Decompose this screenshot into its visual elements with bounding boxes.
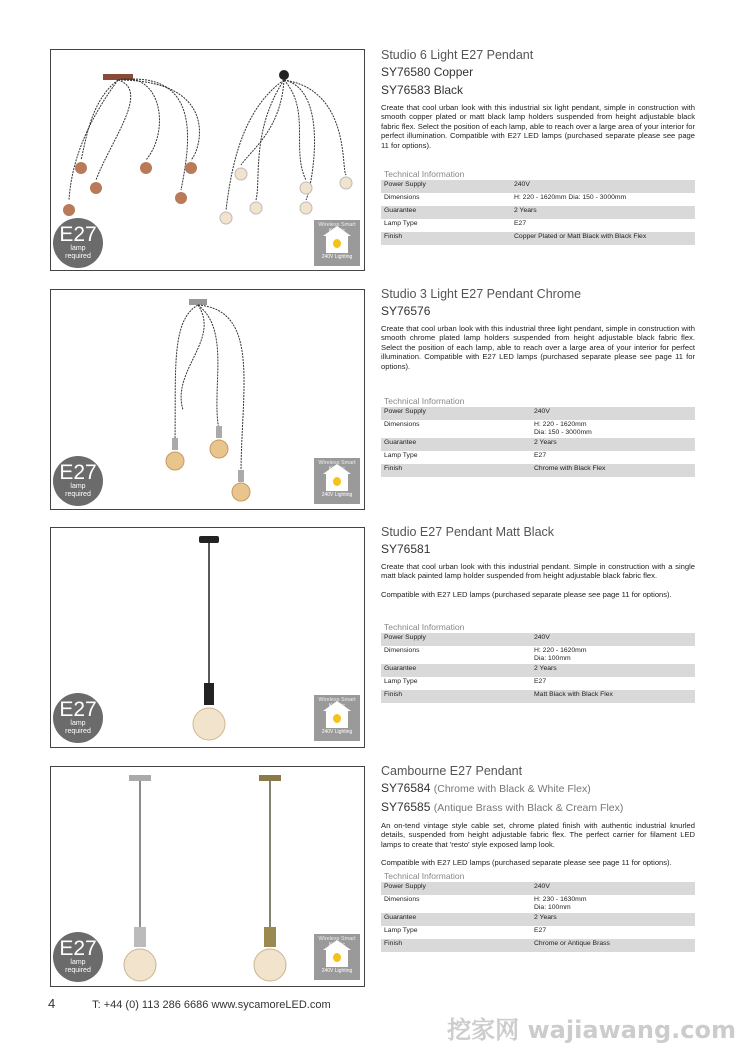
e27-lamp-required-badge: E27 lamp required (53, 218, 103, 268)
table-row: Guarantee 2 Years (381, 913, 695, 926)
table-row: Power Supply 240V (381, 180, 695, 193)
tech-info-table (381, 633, 695, 703)
product-code: SY76585 (Antique Brass with Black & Cream Flex) (381, 800, 624, 814)
table-row: Power Supply 240V (381, 407, 695, 420)
product-description: Create that cool urban look with this industrial six light pendant, simple in construction with smooth copper plated or matt black lamp holders suspended from height adjustable black fabric flex. Select the position of each lamp, able to reach over a large area of your interior for perfect illumination. Compatible with E27 LED lamps (purchased separate please see page 11 for options). (381, 103, 695, 150)
table-row: Dimensions H: 220 - 1620mm Dia: 150 - 3000mm (384, 194, 627, 202)
bulb-icon (333, 714, 341, 723)
table-row: Finish Chrome or Antique Brass (381, 939, 695, 952)
house-icon (326, 710, 348, 728)
table-row: Dimensions H: 220 - 1620mm Dia: 100mm (384, 647, 587, 663)
contact-info: T: +44 (0) 113 286 6686 www.sycamoreLED.com (92, 999, 331, 1011)
table-row: Lamp Type E27 (384, 452, 547, 460)
e27-lamp-required-badge: E27 lamp required (53, 693, 103, 743)
product-code: SY76581 (381, 542, 431, 556)
table-row: Finish Matt Black with Black Flex (381, 690, 695, 703)
table-row: Lamp Type E27 (384, 220, 527, 228)
kinetic-house-badge: Wireless Smart 240V Lighting (314, 458, 360, 504)
table-row: Power Supply 240V (381, 633, 695, 646)
product-photo-1 (50, 49, 365, 271)
bulb-icon (333, 239, 341, 248)
table-row: Dimensions H: 220 - 1620mm Dia: 150 - 3000mm (384, 421, 592, 437)
product-text-4 (381, 763, 695, 952)
tech-info-table (381, 180, 695, 245)
product-code: SY76584 (Chrome with Black & White Flex) (381, 781, 591, 795)
e27-lamp-required-badge: E27 lamp required (53, 932, 103, 982)
kinetic-house-badge: Wireless Smart 240V Lighting (314, 695, 360, 741)
watermark: 挖家网 wajiawang.com (447, 1016, 736, 1044)
e27-lamp-required-badge: E27 lamp required (53, 456, 103, 506)
product-photo-3 (50, 527, 365, 748)
house-icon (326, 473, 348, 491)
tech-info-table (381, 882, 695, 952)
product-title: Cambourne E27 Pendant (381, 764, 523, 778)
house-icon (326, 949, 348, 967)
tech-info-heading: Technical Information (384, 169, 465, 180)
table-row: Power Supply 240V (381, 882, 695, 895)
product-text-1 (381, 47, 695, 245)
product-text-2 (381, 286, 695, 477)
product-code: SY76583 Black (381, 83, 464, 97)
table-row: Guarantee 2 Years (381, 206, 695, 219)
table-row: Finish Copper Plated or Matt Black with Black Flex (381, 232, 695, 245)
product-text-3 (381, 524, 695, 703)
house-icon (326, 235, 348, 253)
tech-info-heading: Technical Information (384, 870, 465, 881)
product-code: SY76580 Copper (381, 65, 474, 79)
page-footer (48, 996, 331, 1011)
table-row: Lamp Type E27 (384, 678, 547, 686)
kinetic-house-badge: Wireless Smart 240V Lighting (314, 220, 360, 266)
product-description: Create that cool urban look with this industrial pendant. Simple in construction with a single matt black painted lamp holder suspended from height adjustable black fabric flex. Compatible with E27 LED lamps (purchased separate please see page 11 for options). (381, 562, 695, 599)
product-title: Studio 6 Light E27 Pendant (381, 48, 534, 62)
product-description: Create that cool urban look with this industrial three light pendant, simple in construction with smooth chrome plated lamp holders suspended from height adjustable black fabric flex. Select the position of each lamp, able to reach over a large area of your interior for perfect illumination. Compatible with E27 LED lamps (purchased separate please see page 11 for options). (381, 324, 695, 371)
kinetic-house-badge: Wireless Smart 240V Lighting (314, 934, 360, 980)
table-row: Guarantee 2 Years (381, 664, 695, 677)
product-photo-2 (50, 289, 365, 510)
bulb-icon (333, 477, 341, 486)
table-row: Guarantee 2 Years (381, 438, 695, 451)
tech-info-heading: Technical Information (384, 622, 465, 633)
tech-info-heading: Technical Information (384, 396, 465, 407)
table-row: Finish Chrome with Black Flex (381, 464, 695, 477)
table-row: Lamp Type E27 (384, 926, 547, 934)
table-row: Dimensions H: 230 - 1630mm Dia: 100mm (384, 895, 587, 911)
product-description: An on-tend vintage style cable set, chrome plated finish with authentic industrial knurled details, suspended from height adjustable fabric flex. The perfect carrier for filament LED lamps to create that 'resto' style exposed lamp look. Compatible with E27 LED lamps (purchased separate please see page 11 for options). (381, 821, 695, 868)
product-title: Studio 3 Light E27 Pendant Chrome (381, 287, 582, 301)
page-number: 4 (48, 996, 56, 1011)
product-title: Studio E27 Pendant Matt Black (381, 525, 555, 539)
bulb-icon (333, 953, 341, 962)
tech-info-table (381, 407, 695, 477)
product-code: SY76576 (381, 304, 431, 318)
product-photo-4 (50, 766, 365, 987)
